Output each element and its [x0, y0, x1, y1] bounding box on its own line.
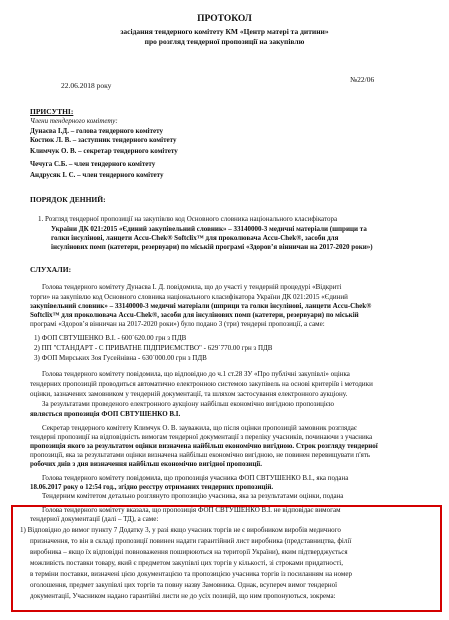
agenda-line: інсулінових помп (катетери, резервуари) по міській програмі «Здоров’я вінничан на 2017-2020 роки»): [51, 243, 373, 251]
heard-para2-line: Голова тендерного комітету повідомила, що відповідно до ч.1 ст.28 ЗУ «Про публічні закупівлі» оцінка: [42, 370, 350, 378]
requirement-line: можливість поставки товару, який є предметом закупівлі цих торгів у кількості, зі строками придатності,: [30, 559, 343, 567]
protocol-number: №22/06: [350, 75, 375, 84]
member-item: Андрусяк І. С. – член тендерного комітету: [30, 171, 164, 179]
heard-para3-line: Секретар тендерного комітету Климчук О. В. зауважила, що після оцінки пропозицій замовник розглядає: [42, 424, 357, 432]
protocol-date: 22.06.2018 року: [61, 81, 112, 90]
member-item: Климчук О. В. – секретар тендерного комітету: [30, 147, 178, 155]
member-item: Дунаєва І.Д. – голова тендерного комітету: [30, 127, 163, 135]
requirement-line: призначення, то він в складі пропозиції повинен надати гарантійний лист виробника (представництва, філії: [30, 537, 352, 545]
heard-para2-line: тендерних пропозицій проводиться автоматично електронною системою закупівель на основі критеріїв і методики: [30, 380, 373, 388]
heard-para3-line: пропозиція якого за результатом оцінки визначена найбільш економічно вигідною. Строк розгляду тендерної: [30, 442, 378, 450]
document-subtitle-line1: засідання тендерного комітету КМ «Центр матері та дитини»: [120, 27, 329, 36]
present-heading: ПРИСУТНІ:: [30, 107, 74, 116]
requirement-line: 1) Відповідно до вимог пункту 7 Додатку 3, у разі якщо учасник торгів не є виробником виробів медичного: [20, 526, 341, 534]
document-title: ПРОТОКОЛ: [197, 14, 252, 24]
bid-item: 1) ФОП СВТУШЕНКО В.І. - 600`620.00 грн з ПДВ: [34, 334, 187, 342]
heard-para1-line: торги» на закупівлю код Основного словника національного класифікатора України ДК 021:2015 «Єдиний: [30, 293, 348, 301]
present-subheading: Члени тендерного комітету:: [30, 117, 118, 125]
bid-item: 2) ПП "СТАНДАРТ - С ПРИВАТНЕ ПІДПРИЄМСТВО" - 629`770.00 грн з ПДВ: [34, 344, 273, 352]
agenda-line: 1. Розгляд тендерної пропозиції на закупівлю код Основного словника національного класифікатора: [38, 215, 338, 223]
heard-para3-line: пропозиції, яка за результатами оцінки визначена найбільш економічно вигідною, не повинен перевищувати п'ять: [30, 451, 371, 459]
requirement-line: виробника – якщо їх відповідні повноваження поширюються на території України), яким підтверджується: [30, 548, 348, 556]
heard-para2-line: оцінки, зазначених замовником у тендерній документації, та шляхом застосування електронного аукціону.: [30, 390, 348, 398]
member-item: Чечуга С.Б. – член тендерного комітету: [30, 160, 156, 168]
document-subtitle-line2: про розгляд тендерної пропозиції на закупівлю: [144, 37, 305, 46]
heard-para1-line: закупівельний словник» – 33140000-3 медичні матеріали (шприци та голки інсулінові, ланцети Accu-Chek®: [30, 302, 372, 310]
agenda-line: голки інсулінові, ланцети Accu-Chek® Softclix™ для проколювача Accu-Chek®, засоби для: [51, 234, 339, 242]
requirement-line: документації, Учасником надано гарантійні листи не до усіх позицій, що ним пропонуються, зокрема:: [30, 592, 336, 600]
heard-para4-line: 18.06.2017 року о 12:54 год., згідно реєстру отриманих тендерних пропозицій.: [30, 483, 274, 491]
heard-para2-line: являється пропозиція ФОП СВТУШЕНКО В.І.: [30, 410, 181, 418]
heard-para1-line: Голова тендерного комітету Дунаєва І. Д. повідомила, що до участі у тендерній процедурі «Відкриті: [42, 283, 342, 291]
requirement-line: оголошення, предмет закупівлі цих торгів та повну назву Замовника. Однак, всупереч вимог тендерної: [30, 581, 338, 589]
heard-heading: СЛУХАЛИ:: [30, 265, 72, 274]
heard-para4-line: Голова тендерного комітету вказала, що пропозиція ФОП СВТУШЕНКО В.І. не відповідає вимогам: [42, 506, 341, 514]
requirement-line: в терміни поставки, визначені цією документацією та пропозицією учасника торгів із посиланням на номер: [30, 570, 352, 578]
heard-para4-line: тендерної документації (далі – ТД), а саме:: [30, 515, 159, 523]
agenda-heading: ПОРЯДОК ДЕННИЙ:: [30, 195, 106, 204]
heard-para4-line: Тендерним комітетом детально розглянуто пропозицію учасника, яка за результатами оцінки, подана: [42, 492, 344, 500]
agenda-line: України ДК 021:2015 «Єдиний закупівельний словник» – 33140000-3 медичні матеріали (шприци та: [51, 225, 367, 233]
bid-item: 3) ФОП Мирських Зоя Гусейнівна - 630`000.00 грн з ПДВ: [34, 354, 207, 362]
member-item: Костюк Л. В. – заступник тендерного комітету: [30, 136, 177, 144]
heard-para3-line: робочих днів з дня визначення найбільш економічно вигідної пропозиції.: [30, 460, 262, 468]
heard-para1-line: Softclix™ для проколювача Accu-Chek®, засоби для інсулінових помп (катетери, резервуари) по міській: [30, 311, 359, 319]
heard-para2-line: За результатами проведеного електронного аукціону найбільш економічно вигідною пропозицією: [42, 400, 335, 408]
heard-para3-line: тендерні пропозиції на відповідність вимогам тендерної документації з переліку учасників, починаючи з учасника: [30, 433, 373, 441]
heard-para4-line: Голова тендерного комітету повідомила, що пропозиція учасника ФОП СВТУШЕНКО В.І., яка подана: [42, 474, 349, 482]
heard-para1-line: програмі «Здоров’я вінничан на 2017-2020 роки») було подано 3 (три) тендерні пропозиції, а саме:: [30, 320, 325, 328]
